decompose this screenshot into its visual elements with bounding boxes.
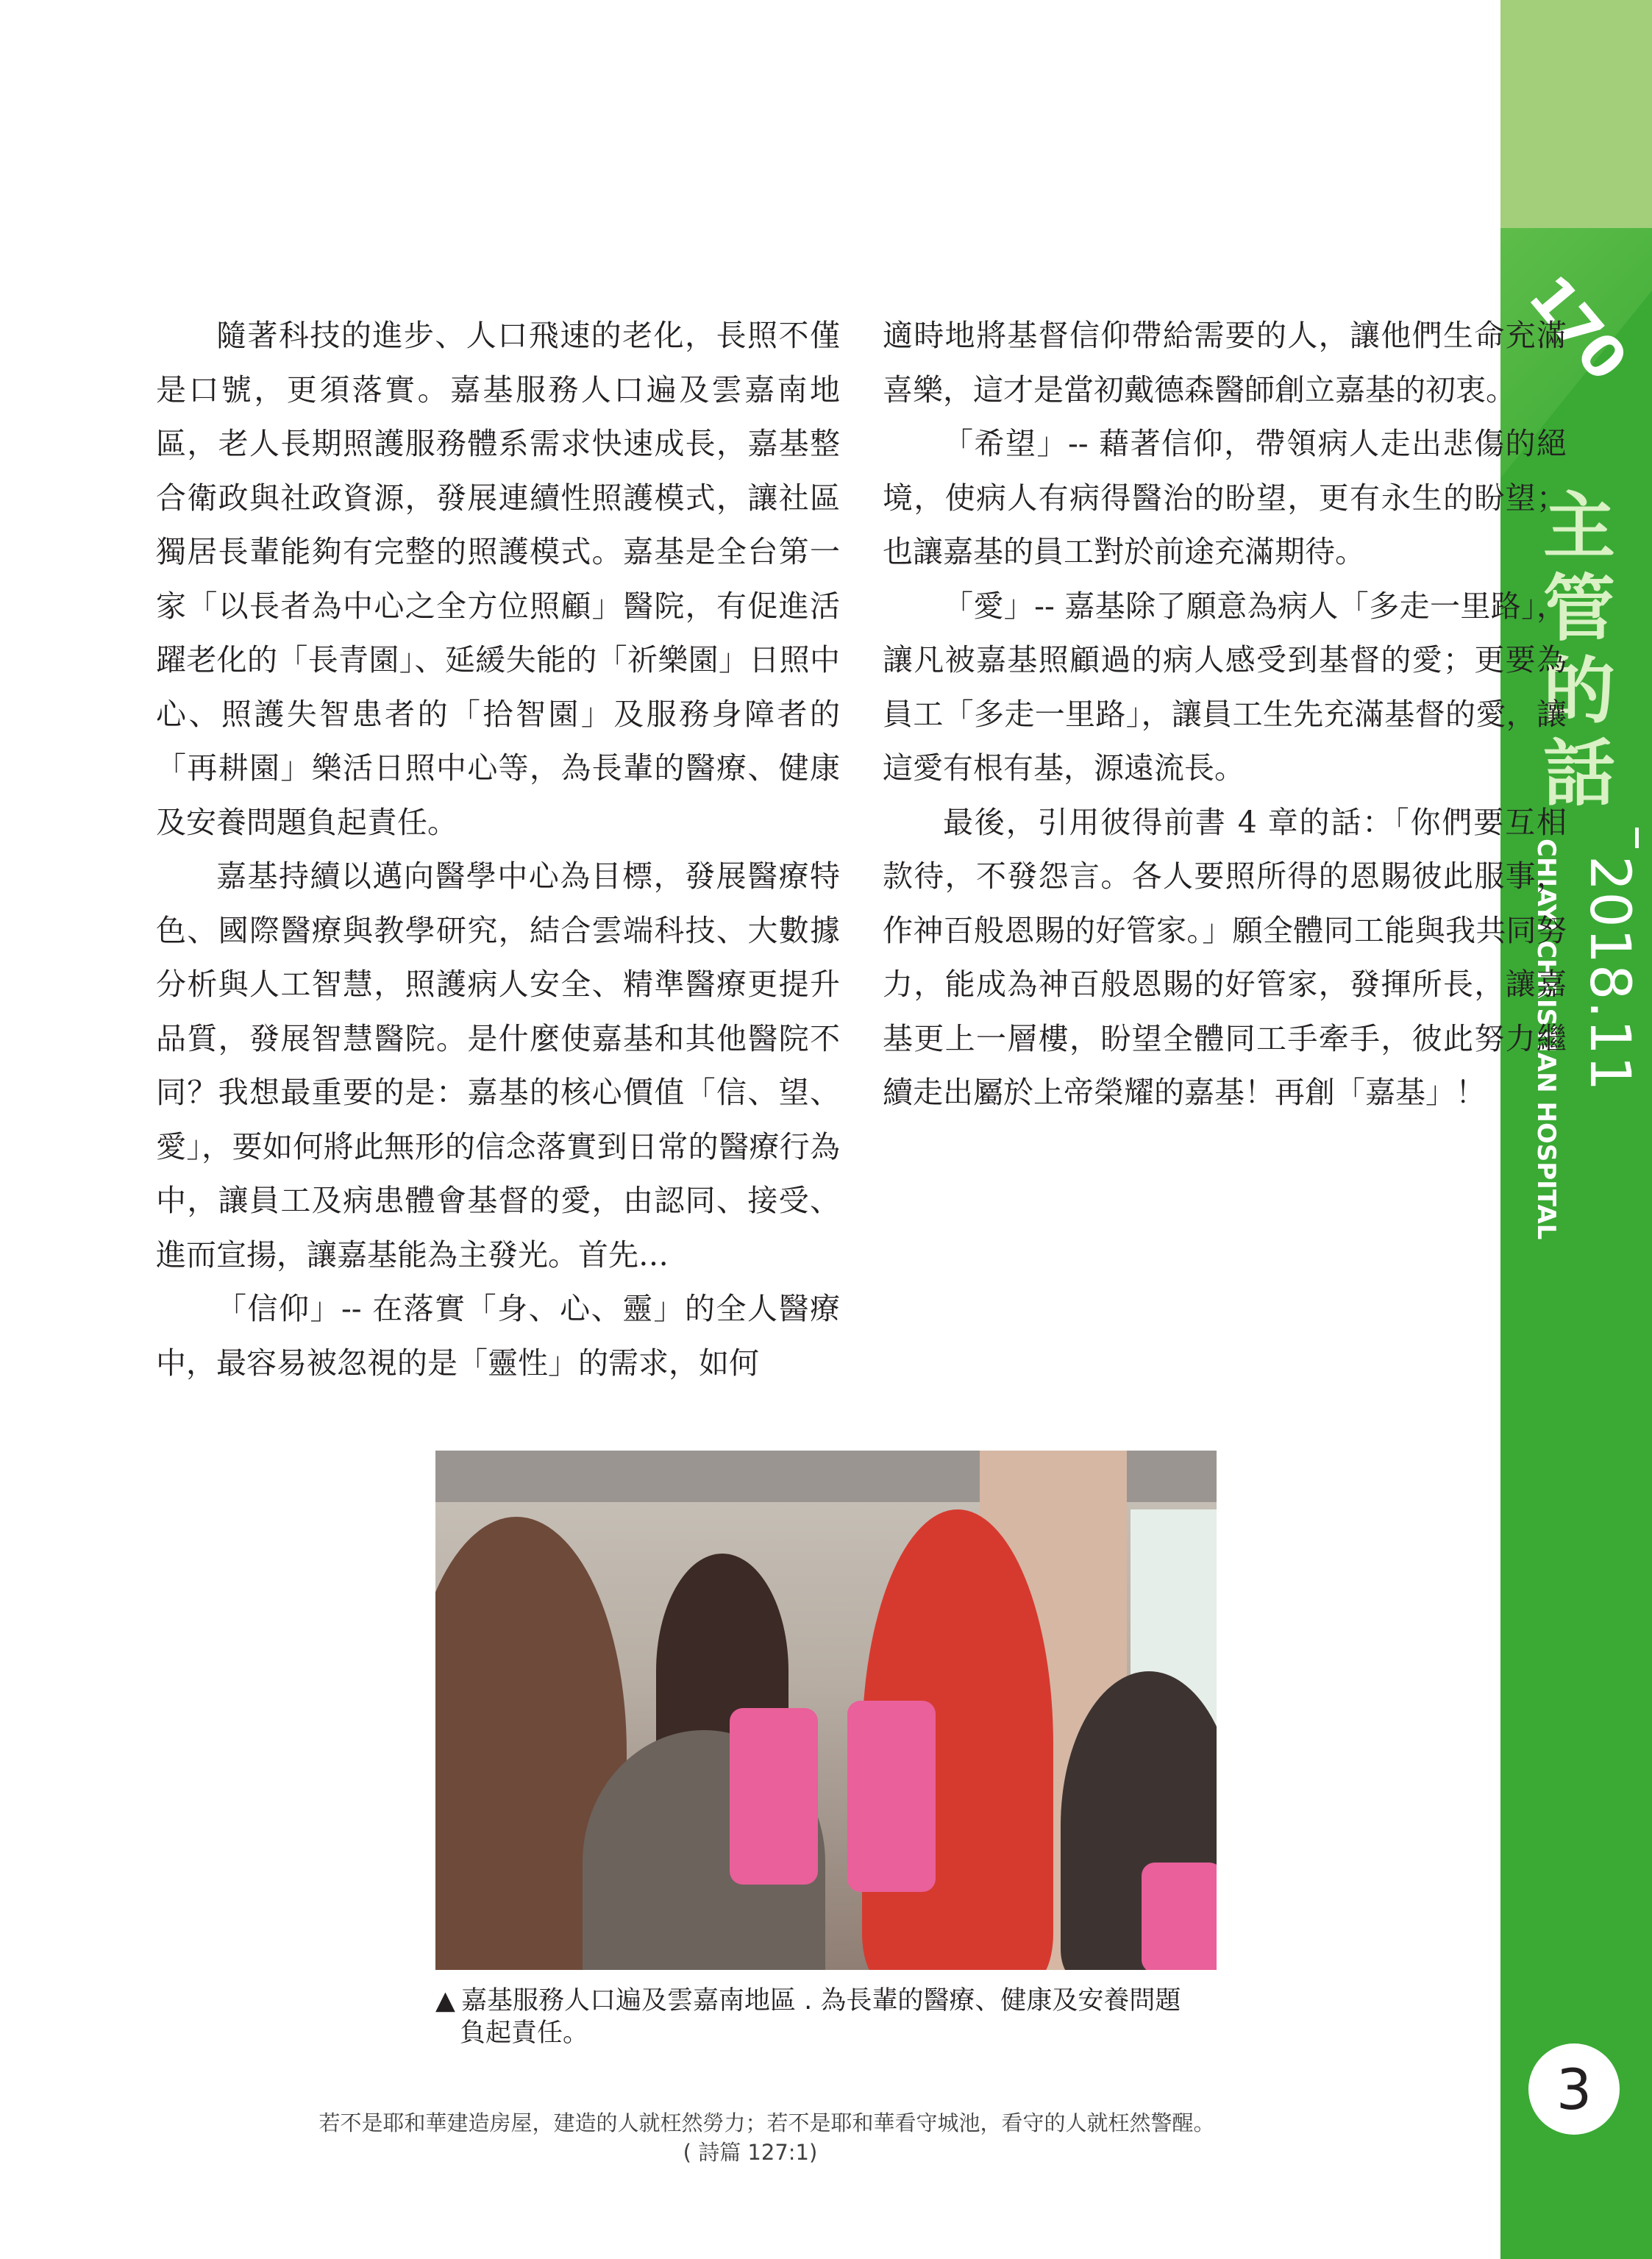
paragraph: 「愛」-- 嘉基除了願意為病人「多走一里路」，讓凡被嘉基照顧過的病人感受到基督的愛；更要為員工「多走一里路」，讓員工生先充滿基督的愛，讓這愛有根有基，源遠流長。 — [883, 588, 1567, 786]
sidebar-top-band — [1500, 0, 1652, 228]
paragraph: 「信仰」-- 在落實「身、心、靈」的全人醫療中，最容易被忽視的是「靈性」的需求，如何 — [156, 1291, 840, 1381]
paragraph: 最後，引用彼得前書 4 章的話：「你們要互相款待，不發怨言。各人要照所得的恩賜彼此服事，作神百般恩賜的好管家。」願全體同工能與我共同努力，能成為神百般恩賜的好管家，發揮所長，讓嘉基更上一層樓，盼望全體同工手牽手，彼此努力繼續走出屬於上帝榮耀的嘉基！再創「嘉基」！ — [883, 804, 1567, 1110]
date-divider — [1635, 828, 1639, 848]
issue-date-text: 2018.11 — [1578, 855, 1643, 1092]
triangle-icon: ▲ — [435, 1986, 455, 2016]
caption-line: 負起責任。 — [460, 2018, 589, 2048]
photo-gift-bag — [1142, 1863, 1217, 1970]
article-right-column — [883, 309, 1567, 1120]
verse-text: 若不是耶和華建造房屋，建造的人就枉然勞力；若不是耶和華看守城池，看守的人就枉然警醒。 — [318, 2110, 1215, 2135]
article-left-column — [156, 309, 840, 1390]
issue-number: 170 — [1515, 263, 1638, 391]
paragraph: 隨著科技的進步、人口飛速的老化，長照不僅是口號，更須落實。嘉基服務人口遍及雲嘉南地區，老人長期照護服務體系需求快速成長，嘉基整合衛政與社政資源，發展連續性照護模式，讓社區獨居長輩能夠有完整的照護模式。嘉基是全台第一家「以長者為中心之全方位照顧」醫院，有促進活躍老化的「長青園」、延緩失能的「祈樂園」日照中心、照護失智患者的「拾智園」及服務身障者的「再耕園」樂活日照中心等，為長輩的醫療、健康及安養問題負起責任。 — [156, 318, 840, 840]
footer-verse — [0, 2108, 1500, 2167]
caption-line: 嘉基服務人口遍及雲嘉南地區 . 為長輩的醫療、健康及安養問題 — [461, 1986, 1181, 2016]
section-title: 主管的話 — [1542, 485, 1615, 816]
event-photo — [435, 1451, 1217, 1970]
photo-gift-bag — [730, 1708, 818, 1885]
paragraph-continuation: 適時地將基督信仰帶給需要的人，讓他們生命充滿喜樂，這才是當初戴德森醫師創立嘉基的初衷。 — [883, 318, 1567, 408]
photo-caption — [435, 1985, 1230, 2049]
paragraph: 「希望」-- 藉著信仰，帶領病人走出悲傷的絕境，使病人有病得醫治的盼望，更有永生的盼望；也讓嘉基的員工對於前途充滿期待。 — [883, 426, 1567, 569]
paragraph: 嘉基持續以邁向醫學中心為目標，發展醫療特色、國際醫療與教學研究，結合雲端科技、大數據分析與人工智慧，照護病人安全、精準醫療更提升品質，發展智慧醫院。是什麼使嘉基和其他醫院不同？我想最重要的是：嘉基的核心價值「信、望、愛」，要如何將此無形的信念落實到日常的醫療行為中，讓員工及病患體會基督的愛，由認同、接受、進而宣揚，讓嘉基能為主發光。首先… — [156, 858, 840, 1273]
verse-reference: ( 詩篇 127:1) — [683, 2140, 818, 2165]
page-number: 3 — [1528, 2043, 1620, 2135]
hospital-name: CHIAYI CHRISTIAN HOSPITAL — [1531, 839, 1561, 1240]
issue-date — [1578, 828, 1643, 1092]
photo-gift-bag — [847, 1701, 936, 1892]
